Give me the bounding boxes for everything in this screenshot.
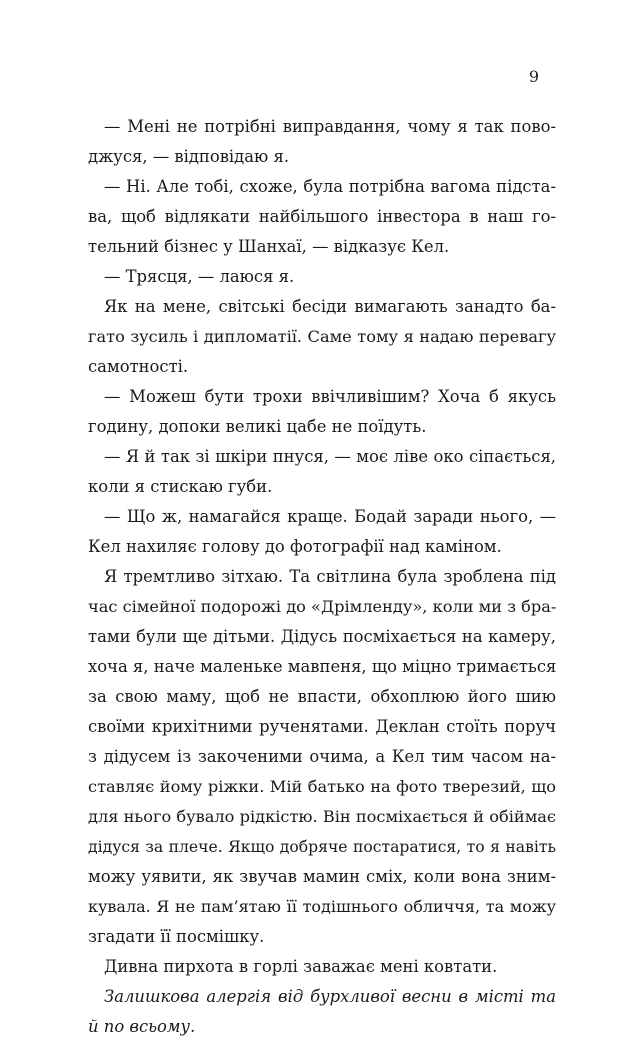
text-line: Як на мене, світські бесіди вимагають занадто ба- (104, 297, 556, 316)
text-line: й по всьому. (88, 1017, 196, 1036)
text-line: Дивна пирхота в горлі заважає мені ковтати. (104, 957, 498, 976)
text-line: Я тремтливо зітхаю. Та світлина була зроблена під (104, 567, 556, 586)
text-line: кувала. Я не пам’ятаю її тодішнього обличчя, та можу (88, 897, 556, 916)
text-line: згадати її посмішку. (88, 927, 265, 946)
text-line: Залишкова алергія від бурхливої весни в місті та (104, 987, 556, 1006)
text-line: можу уявити, як звучав мамин сміх, коли вона зним- (88, 867, 556, 886)
text-line: самотності. (88, 357, 189, 376)
text-line: — Можеш бути трохи ввічливішим? Хоча б якусь (104, 387, 556, 406)
body-text (88, 112, 556, 1042)
text-line: для нього бувало рідкістю. Він посміхається й обіймає (88, 807, 556, 826)
text-line: джуся, — відповідаю я. (88, 147, 290, 166)
text-line: — Що ж, намагайся краще. Бодай заради нього, — (104, 507, 556, 526)
text-line: хоча я, наче маленьке мавпеня, що міцно тримається (88, 657, 556, 676)
text-line: — Мені не потрібні виправдання, чому я так пово- (104, 117, 556, 136)
text-line: — Трясця, — лаюся я. (104, 267, 295, 286)
text-line: — Я й так зі шкіри пнуся, — моє ліве око сіпається, (104, 447, 556, 466)
text-line: годину, допоки великі цабе не поїдуть. (88, 417, 427, 436)
text-line: тами були ще дітьми. Дідусь посміхається на камеру, (88, 627, 556, 646)
text-line: Кел нахиляє голову до фотографії над каміном. (88, 537, 502, 556)
text-line: час сімейної подорожі до «Дрімленду», коли ми з бра- (88, 597, 556, 616)
text-line: своїми крихітними рученятами. Деклан стоїть поруч (88, 717, 556, 736)
text-line: тельний бізнес у Шанхаї, — відказує Кел. (88, 237, 450, 256)
text-line: за свою маму, щоб не впасти, обхоплюю його шию (88, 687, 556, 706)
text-line: з дідусем із закоченими очима, а Кел тим часом на- (88, 747, 556, 766)
text-line: — Ні. Але тобі, схоже, була потрібна вагома підста- (104, 177, 556, 196)
text-line: коли я стискаю губи. (88, 477, 273, 496)
text-line: ва, щоб відлякати найбільшого інвестора в наш го- (88, 207, 556, 226)
text-line: ставляє йому ріжки. Мій батько на фото тверезий, що (88, 777, 556, 796)
page-number: 9 (528, 67, 539, 86)
text-line: гато зусиль і дипломатії. Саме тому я надаю перевагу (88, 327, 556, 346)
text-line: дідуся за плече. Якщо добряче постаратися, то я навіть (88, 838, 556, 856)
